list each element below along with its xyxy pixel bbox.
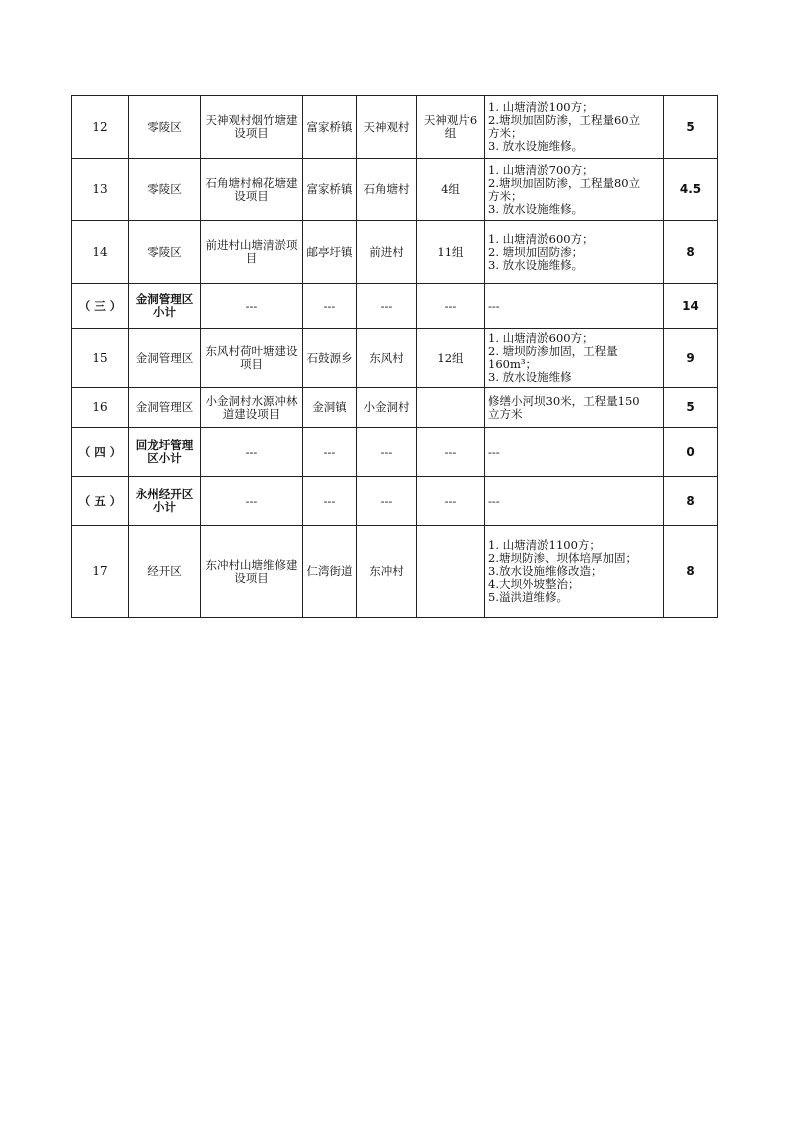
group-cell: 4组	[417, 159, 485, 221]
construction-content-cell	[485, 477, 664, 526]
table-row	[72, 159, 718, 221]
content-line: ---	[488, 298, 500, 313]
village-cell: ---	[357, 284, 417, 329]
project-name-cell: 东冲村山塘维修建设项目	[201, 526, 303, 618]
content-line: ---	[488, 444, 500, 459]
construction-content-cell	[485, 96, 664, 159]
content-line: 3. 放水设施维修。	[488, 257, 584, 272]
subtotal-row	[72, 428, 718, 477]
section-number-cell: （ 四 ）	[72, 428, 129, 477]
town-cell: ---	[303, 284, 357, 329]
content-line: 1. 山塘清淤600方；	[488, 231, 594, 246]
village-cell: 前进村	[357, 221, 417, 284]
content-line: 4.大坝外坡整治；	[488, 577, 580, 591]
project-name-cell: ---	[201, 428, 303, 477]
subtotal-row	[72, 284, 718, 329]
group-cell: ---	[417, 477, 485, 526]
construction-content-cell	[485, 221, 664, 284]
amount-cell: 0	[664, 428, 718, 477]
project-name-cell: 前进村山塘清淤项目	[201, 221, 303, 284]
project-name-cell: 天神观村烟竹塘建设项目	[201, 96, 303, 159]
table-row	[72, 96, 718, 159]
subtotal-row	[72, 477, 718, 526]
group-cell: 11组	[417, 221, 485, 284]
table-row	[72, 388, 718, 428]
project-name-cell: ---	[201, 284, 303, 329]
project-name-cell: 小金洞村水源冲林道建设项目	[201, 388, 303, 428]
village-cell: 石角塘村	[357, 159, 417, 221]
town-cell: 邮亭圩镇	[303, 221, 357, 284]
construction-content-cell	[485, 159, 664, 221]
town-cell: 金洞镇	[303, 388, 357, 428]
section-number-cell: （ 五 ）	[72, 477, 129, 526]
subtotal-name-cell: 回龙圩管理区小计	[129, 428, 201, 477]
content-line: 3. 放水设施维修。	[488, 201, 584, 216]
serial-number-cell: 12	[72, 96, 129, 159]
amount-cell: 4.5	[664, 159, 718, 221]
village-cell: ---	[357, 428, 417, 477]
serial-number-cell: 15	[72, 329, 129, 388]
serial-number-cell: 16	[72, 388, 129, 428]
content-line: 1. 山塘清淤700方；	[488, 162, 594, 177]
content-line: 1. 山塘清淤1100方；	[488, 538, 601, 552]
project-name-cell: ---	[201, 477, 303, 526]
village-cell: 东冲村	[357, 526, 417, 618]
amount-cell: 5	[664, 96, 718, 159]
subtotal-name-cell: 永州经开区小计	[129, 477, 201, 526]
construction-content-cell	[485, 526, 664, 618]
district-cell: 零陵区	[129, 221, 201, 284]
table-row	[72, 221, 718, 284]
table-body	[72, 96, 718, 618]
district-cell: 零陵区	[129, 159, 201, 221]
content-line: 2.塘坝防渗、坝体培厚加固；	[488, 551, 637, 565]
group-cell: ---	[417, 284, 485, 329]
content-line: 2.塘坝加固防渗，工程量60立	[488, 113, 641, 127]
serial-number-cell: 17	[72, 526, 129, 618]
district-cell: 金洞管理区	[129, 388, 201, 428]
district-cell: 金洞管理区	[129, 329, 201, 388]
construction-content-cell	[485, 388, 664, 428]
town-cell: ---	[303, 477, 357, 526]
project-name-cell: 东风村荷叶塘建设项目	[201, 329, 303, 388]
village-cell: 天神观村	[357, 96, 417, 159]
content-line: 立方米	[488, 406, 523, 421]
town-cell: 仁湾街道	[303, 526, 357, 618]
content-line: 1. 山塘清淤100方；	[488, 100, 594, 114]
content-line: 3.放水设施维修改造；	[488, 564, 603, 578]
content-line: 3. 放水设施维修	[488, 370, 572, 384]
construction-content-cell	[485, 428, 664, 477]
content-line: ---	[488, 493, 500, 508]
section-number-cell: （ 三 ）	[72, 284, 129, 329]
project-name-cell: 石角塘村棉花塘建设项目	[201, 159, 303, 221]
town-cell: 富家桥镇	[303, 159, 357, 221]
town-cell: 石鼓源乡	[303, 329, 357, 388]
town-cell: ---	[303, 428, 357, 477]
content-line: 5.溢洪道维修。	[488, 590, 568, 604]
content-line: 方米；	[488, 188, 523, 203]
table-row	[72, 329, 718, 388]
content-line: 2. 塘坝防渗加固，工程量	[488, 344, 618, 358]
group-cell: 天神观片6组	[417, 96, 485, 159]
amount-cell: 8	[664, 526, 718, 618]
amount-cell: 5	[664, 388, 718, 428]
content-line: 2.塘坝加固防渗，工程量80立	[488, 175, 641, 190]
construction-content-cell	[485, 329, 664, 388]
group-cell	[417, 388, 485, 428]
content-line: 方米；	[488, 126, 523, 140]
table-row	[72, 526, 718, 618]
content-line: 修缮小河坝30米，工程量150	[488, 393, 640, 408]
amount-cell: 9	[664, 329, 718, 388]
district-cell: 经开区	[129, 526, 201, 618]
amount-cell: 8	[664, 477, 718, 526]
content-line: 2. 塘坝加固防渗；	[488, 244, 584, 259]
content-line: 160m³；	[488, 357, 537, 371]
group-cell: 12组	[417, 329, 485, 388]
serial-number-cell: 14	[72, 221, 129, 284]
construction-content-cell	[485, 284, 664, 329]
subtotal-name-cell: 金洞管理区小计	[129, 284, 201, 329]
serial-number-cell: 13	[72, 159, 129, 221]
amount-cell: 14	[664, 284, 718, 329]
group-cell: ---	[417, 428, 485, 477]
content-line: 1. 山塘清淤600方；	[488, 331, 594, 345]
village-cell: ---	[357, 477, 417, 526]
district-cell: 零陵区	[129, 96, 201, 159]
amount-cell: 8	[664, 221, 718, 284]
group-cell	[417, 526, 485, 618]
village-cell: 东风村	[357, 329, 417, 388]
project-table	[71, 95, 718, 618]
village-cell: 小金洞村	[357, 388, 417, 428]
town-cell: 富家桥镇	[303, 96, 357, 159]
content-line: 3. 放水设施维修。	[488, 139, 584, 153]
